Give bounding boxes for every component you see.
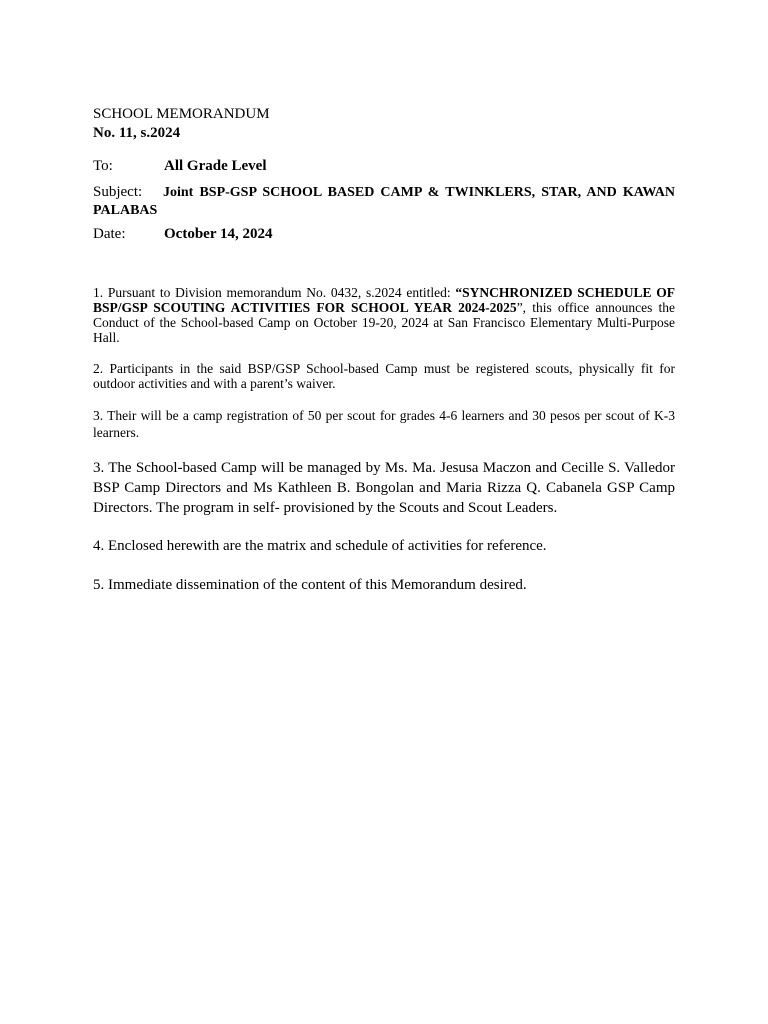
- paragraph-5: 4. Enclosed herewith are the matrix and schedule of activities for reference.: [93, 538, 547, 554]
- date-line: [93, 225, 675, 243]
- memorandum: [93, 105, 675, 595]
- subject-value: Joint BSP-GSP SCHOOL BASED CAMP & TWINKLERS, STAR, AND KAWAN PALABAS: [93, 185, 675, 218]
- memo-title: SCHOOL MEMORANDUM: [93, 106, 270, 122]
- date-value: October 14, 2024: [164, 226, 273, 242]
- to-line: [93, 157, 675, 175]
- to-label: To:: [93, 158, 113, 174]
- date-label: Date:: [93, 226, 126, 242]
- subject-line: [93, 183, 675, 220]
- memo-number: No. 11, s.2024: [93, 125, 181, 141]
- paragraph-4: 3. The School-based Camp will be managed by Ms. Ma. Jesusa Maczon and Cecille S. Valledor BSP Camp Directors and Ms Kathleen B. Bongolan and Maria Rizza Q. Cabanela GSP Camp Directors. The program in self- provisioned by the Scouts and Scout Leaders.: [93, 460, 675, 516]
- paragraph-2: 2. Participants in the said BSP/GSP School-based Camp must be registered scouts, physically fit for outdoor activities and with a parent’s waiver.: [93, 361, 675, 391]
- paragraph-1-intro: 1. Pursuant to Division memorandum No. 0432, s.2024 entitled:: [93, 285, 456, 300]
- paragraph-6: 5. Immediate dissemination of the content of this Memorandum desired.: [93, 577, 527, 593]
- paragraph-1-rest: ”, this office announces the Conduct of the School-based Camp on October 19-20, 2024 at San Francisco Elementary Multi-Purpose Hall.: [93, 300, 675, 345]
- paragraph-1: [93, 285, 675, 345]
- to-value: All Grade Level: [164, 158, 267, 174]
- paragraph-3: 3. Their will be a camp registration of 50 per scout for grades 4-6 learners and 30 pesos per scout of K-3 learners.: [93, 408, 675, 440]
- subject-label: Subject:: [93, 184, 143, 200]
- paragraph-1-title: “SYNCHRONIZED SCHEDULE OF BSP/GSP SCOUTING ACTIVITIES FOR SCHOOL YEAR 2024-2025: [93, 285, 675, 315]
